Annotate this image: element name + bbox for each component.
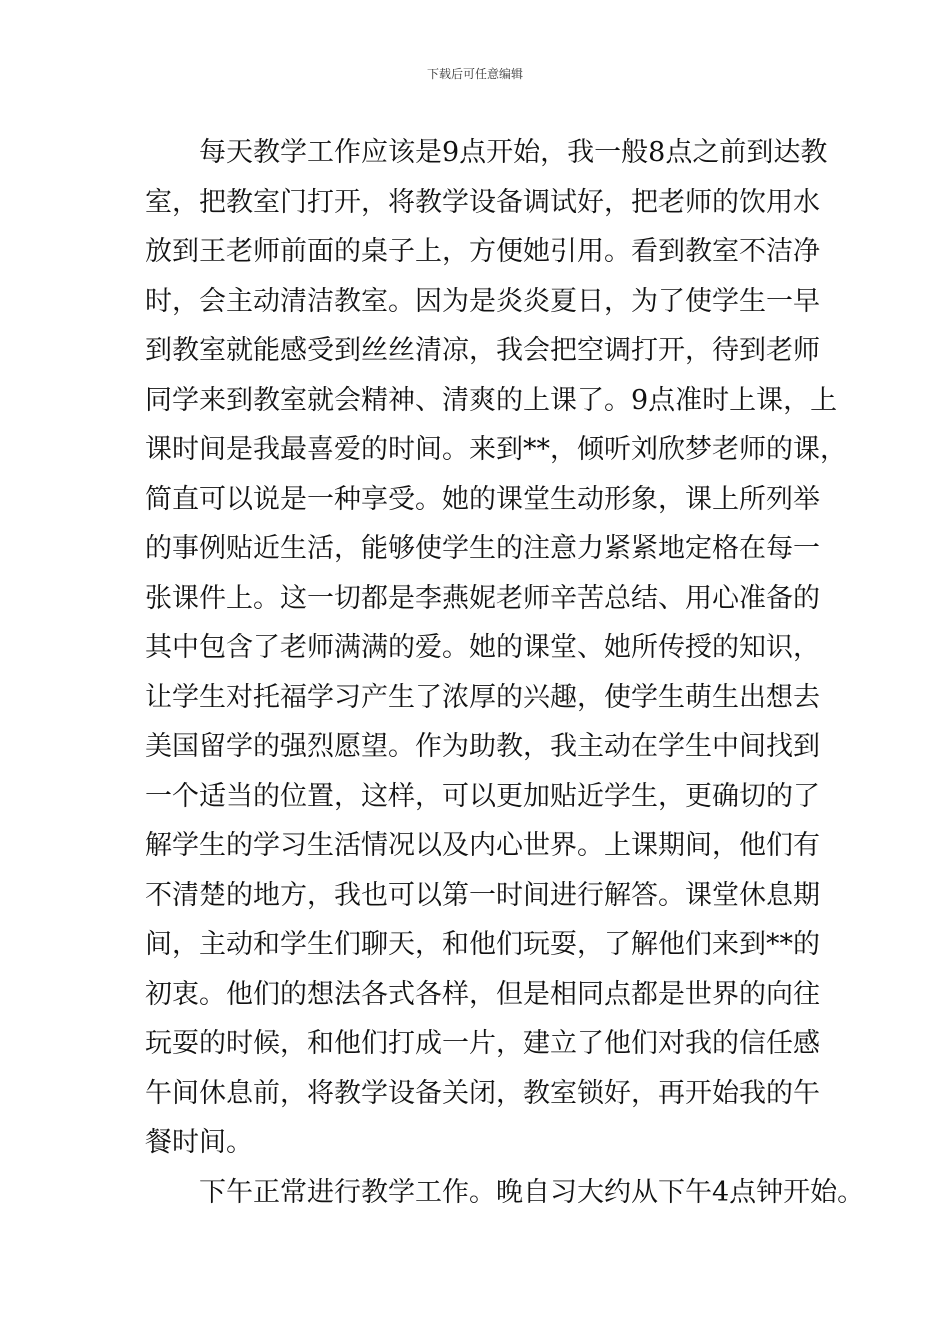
text-line: 下午正常进行教学工作。晚自习大约从下午4点钟开始。 bbox=[199, 1176, 865, 1208]
text-line: 每天教学工作应该是9点开始，我一般8点之前到达教 bbox=[199, 137, 828, 168]
text-line: 时，会主动清洁教室。因为是炎炎夏日，为了使学生一早 bbox=[145, 285, 820, 317]
text-line: 初衷。他们的想法各式各样，但是相同点都是世界的向往 bbox=[145, 978, 820, 1010]
text-line: 室，把教室门打开，将教学设备调试好，把老师的饮用水 bbox=[145, 186, 820, 218]
text-line: 到教室就能感受到丝丝清凉，我会把空调打开，待到老师 bbox=[145, 335, 820, 366]
document-body bbox=[145, 128, 865, 1217]
text-line: 的事例贴近生活，能够使学生的注意力紧紧地定格在每一 bbox=[145, 533, 820, 564]
text-line: 玩耍的时候，和他们打成一片，建立了他们对我的信任感 bbox=[145, 1028, 820, 1059]
page-header: 下载后可任意编辑 bbox=[426, 67, 523, 81]
text-line: 美国留学的强烈愿望。作为助教，我主动在学生中间找到 bbox=[145, 731, 820, 762]
text-line: 其中包含了老师满满的爱。她的课堂、她所传授的知识， bbox=[145, 632, 820, 663]
text-line: 午间休息前，将教学设备关闭，教室锁好，再开始我的午 bbox=[145, 1077, 820, 1109]
text-line: 餐时间。 bbox=[145, 1127, 253, 1158]
text-line: 解学生的学习生活情况以及内心世界。上课期间，他们有 bbox=[145, 830, 820, 861]
paragraph-2 bbox=[145, 1168, 865, 1218]
text-line: 不清楚的地方，我也可以第一时间进行解答。课堂休息期 bbox=[145, 879, 820, 911]
text-line: 简直可以说是一种享受。她的课堂生动形象，课上所列举 bbox=[145, 483, 820, 515]
text-line: 同学来到教室就会精神、清爽的上课了。9点准时上课，上 bbox=[145, 384, 838, 416]
text-line: 课时间是我最喜爱的时间。来到**，倾听刘欣梦老师的课， bbox=[145, 434, 847, 465]
paragraph-1 bbox=[145, 128, 847, 1168]
text-line: 放到王老师前面的桌子上，方便她引用。看到教室不洁净 bbox=[145, 236, 820, 267]
text-line: 一个适当的位置，这样，可以更加贴近学生，更确切的了 bbox=[145, 780, 820, 812]
text-line: 张课件上。这一切都是李燕妮老师辛苦总结、用心准备的 bbox=[145, 582, 820, 614]
text-line: 间，主动和学生们聊天，和他们玩耍，了解他们来到**的 bbox=[145, 929, 820, 960]
text-line: 让学生对托福学习产生了浓厚的兴趣，使学生萌生出想去 bbox=[145, 681, 820, 713]
